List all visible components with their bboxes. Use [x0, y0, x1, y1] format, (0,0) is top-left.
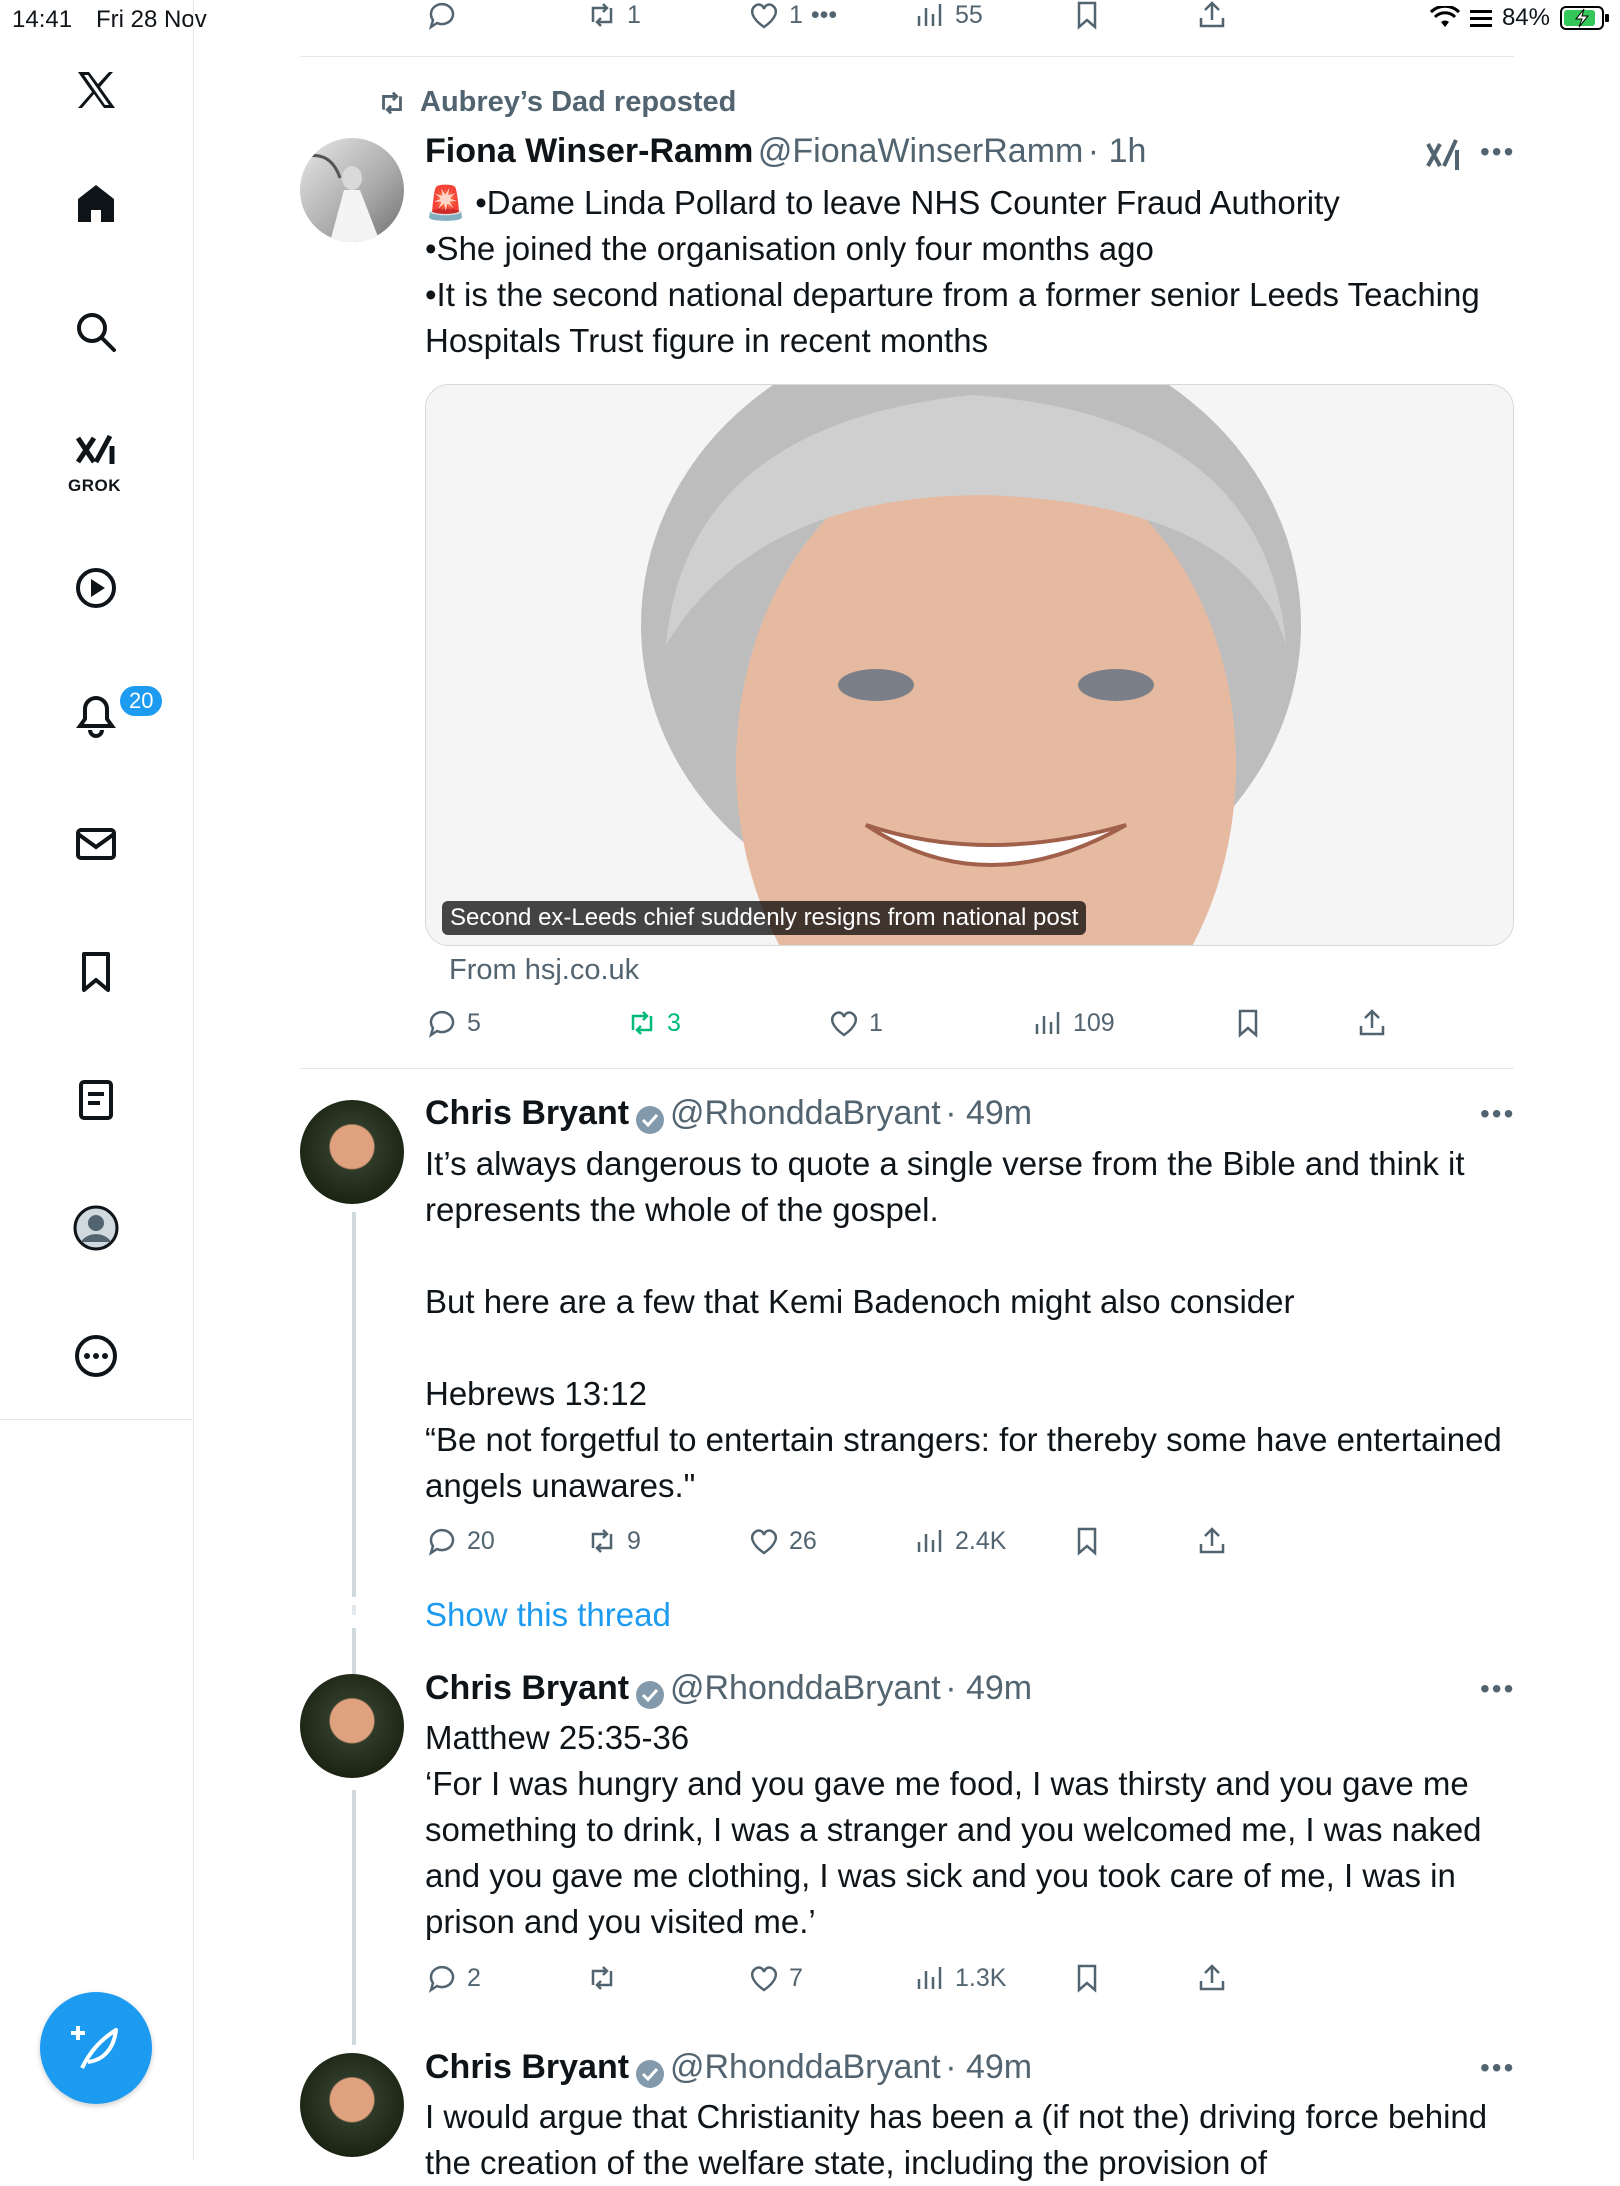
- battery-percent: 84%: [1501, 4, 1550, 31]
- avatar[interactable]: [300, 1674, 404, 1778]
- tweet-time[interactable]: · 49m: [945, 2048, 1033, 2086]
- bookmark-icon: [1231, 1006, 1265, 1040]
- bookmark-icon: [1070, 1961, 1104, 1995]
- tweet-actions: [425, 1961, 1245, 2001]
- verified-badge-icon: [634, 1679, 666, 1711]
- battery-charging-icon: [1560, 5, 1610, 31]
- repost-icon: [585, 1524, 619, 1558]
- bookmark-button[interactable]: [1231, 1006, 1265, 1040]
- bookmark-button[interactable]: [1070, 1524, 1104, 1558]
- author-handle[interactable]: @RhonddaBryant: [669, 1094, 941, 1132]
- more-options-icon[interactable]: •••: [1480, 1673, 1516, 1704]
- thread-line: [352, 1628, 356, 1678]
- repost-icon: [585, 1961, 619, 1995]
- feed-divider: [300, 1068, 1514, 1069]
- tweet-header: [425, 1094, 1032, 1136]
- avatar[interactable]: [300, 138, 404, 242]
- reply-icon: [425, 1524, 459, 1558]
- thread-line-gap: [352, 1605, 356, 1615]
- reply-button[interactable]: 2: [425, 1961, 481, 1995]
- lists-icon[interactable]: [60, 1064, 132, 1136]
- verified-badge-icon: [634, 2058, 666, 2090]
- tweet-actions: [425, 1006, 1245, 1046]
- views-chart-icon: [1031, 1006, 1065, 1040]
- bookmark-icon: [1070, 1524, 1104, 1558]
- heart-icon: [747, 0, 781, 32]
- author-handle[interactable]: @RhonddaBryant: [669, 2048, 941, 2086]
- reply-button[interactable]: 5: [425, 1006, 481, 1040]
- article-photo: [426, 385, 1513, 945]
- reply-button[interactable]: 20: [425, 1524, 495, 1558]
- tweet-time[interactable]: · 49m: [945, 1094, 1033, 1132]
- share-icon: [1195, 1961, 1229, 1995]
- more-options-icon[interactable]: •••: [1480, 136, 1516, 167]
- tweet-header: [425, 132, 1146, 171]
- avatar[interactable]: [300, 2053, 404, 2157]
- author-name[interactable]: Fiona Winser-Ramm: [425, 132, 754, 170]
- share-button[interactable]: [1355, 1006, 1389, 1040]
- compose-button[interactable]: [40, 1992, 152, 2104]
- tweet-time[interactable]: · 1h: [1087, 132, 1147, 170]
- reply-icon: [425, 0, 459, 32]
- author-handle[interactable]: @RhonddaBryant: [669, 1669, 941, 1707]
- reply-icon: [425, 1961, 459, 1995]
- author-name[interactable]: Chris Bryant: [425, 1669, 630, 1707]
- notifications-badge: 20: [118, 684, 164, 718]
- verified-badge-icon: [634, 1104, 666, 1136]
- thread-line: [352, 1790, 356, 2045]
- bookmarks-icon[interactable]: [60, 936, 132, 1008]
- repost-button[interactable]: 1: [585, 0, 641, 32]
- heart-icon: [827, 1006, 861, 1040]
- status-right: [1430, 4, 1610, 32]
- views-button[interactable]: 1.3K: [913, 1961, 1006, 1995]
- tweet-text: 🚨 •Dame Linda Pollard to leave NHS Counter Fraud Authority •She joined the organisation only four months ago •It is the second national departure from a former senior Leeds Teaching Hospitals Trust figure in recent months: [425, 184, 1480, 359]
- views-button[interactable]: 55: [913, 0, 983, 32]
- bookmark-icon: [1070, 0, 1104, 32]
- share-icon: [1195, 0, 1229, 32]
- repost-icon: [585, 0, 619, 32]
- grok-label: GROK: [68, 476, 121, 495]
- share-button[interactable]: [1195, 1524, 1229, 1558]
- compose-feather-icon: [70, 2022, 122, 2074]
- repost-icon: [625, 1006, 659, 1040]
- reply-icon: [425, 1006, 459, 1040]
- card-source[interactable]: From hsj.co.uk: [449, 954, 640, 986]
- views-button[interactable]: 2.4K: [913, 1524, 1006, 1558]
- more-options-icon[interactable]: •••: [1480, 1098, 1516, 1129]
- sidebar: [0, 0, 194, 2160]
- repost-indicator[interactable]: [376, 86, 736, 119]
- wifi-icon: [1430, 6, 1460, 30]
- tweet-text: Matthew 25:35-36 ‘For I was hungry and you gave me food, I was thirsty and you gave me something to drink, I was a stranger and you welcomed me, I was naked and you gave me clothing, I was sick and you took care of me, I was in prison and you visited me.’: [425, 1719, 1482, 1940]
- views-chart-icon: [913, 1524, 947, 1558]
- reply-button[interactable]: [425, 0, 467, 32]
- repost-button[interactable]: 9: [585, 1524, 641, 1558]
- thread-line: [352, 1212, 356, 1597]
- heart-icon: [747, 1961, 781, 1995]
- top-tweet-actions: [425, 0, 1245, 38]
- avatar[interactable]: [300, 1100, 404, 1204]
- tweet-time[interactable]: · 49m: [945, 1669, 1033, 1707]
- views-chart-icon: [913, 0, 947, 32]
- repost-icon: [376, 87, 408, 119]
- messages-icon[interactable]: [60, 808, 132, 880]
- author-handle[interactable]: @FionaWinserRamm: [757, 132, 1084, 170]
- tweet-text: I would argue that Christianity has been a (if not the) driving force behind the creation of the welfare state, including the provision of: [425, 2098, 1488, 2181]
- status-time: 14:41: [12, 6, 73, 33]
- repost-button[interactable]: [585, 1961, 627, 1995]
- views-button[interactable]: 109: [1031, 1006, 1115, 1040]
- show-thread-link[interactable]: Show this thread: [425, 1596, 671, 1633]
- like-button[interactable]: 26: [747, 1524, 817, 1558]
- sidebar-separator: [0, 1419, 193, 1420]
- status-date: Fri 28 Nov: [96, 6, 207, 33]
- grok-icon[interactable]: [1426, 136, 1460, 172]
- video-icon[interactable]: [60, 552, 132, 624]
- author-name[interactable]: Chris Bryant: [425, 1094, 630, 1132]
- like-button[interactable]: 1 •••: [747, 0, 837, 32]
- bookmark-button[interactable]: [1070, 1961, 1104, 1995]
- card-caption: Second ex-Leeds chief suddenly resigns from national post: [442, 901, 1086, 935]
- home-icon[interactable]: [60, 168, 132, 240]
- share-button[interactable]: [1195, 1961, 1229, 1995]
- share-button[interactable]: [1195, 0, 1229, 32]
- views-chart-icon: [913, 1961, 947, 1995]
- tweet-actions: [425, 1524, 1245, 1564]
- link-card[interactable]: [425, 384, 1514, 946]
- repost-button[interactable]: 3: [625, 1006, 681, 1040]
- x-logo-icon[interactable]: [60, 54, 132, 126]
- tweet-header: [425, 1669, 1032, 1711]
- like-button[interactable]: 1: [827, 1006, 883, 1040]
- reposted-by: Aubrey’s Dad reposted: [420, 86, 737, 118]
- profile-avatar-icon[interactable]: [60, 1192, 132, 1264]
- list-icon: [1470, 8, 1492, 28]
- author-name[interactable]: Chris Bryant: [425, 2048, 630, 2086]
- share-icon: [1355, 1006, 1389, 1040]
- feed-divider: [300, 56, 1514, 57]
- tweet-header: [425, 2048, 1032, 2090]
- heart-icon: [747, 1524, 781, 1558]
- more-options-icon[interactable]: •••: [1480, 2052, 1516, 2083]
- like-button[interactable]: 7: [747, 1961, 803, 1995]
- bookmark-button[interactable]: [1070, 0, 1104, 32]
- tweet-text: It’s always dangerous to quote a single verse from the Bible and think it represents the whole of the gospel. But here are a few that Kemi Badenoch might also consider Hebrews 13:12 “Be not forgetful to entertain strangers: for thereby some have entertained angels unawares.": [425, 1145, 1502, 1504]
- search-icon[interactable]: [60, 296, 132, 368]
- share-icon: [1195, 1524, 1229, 1558]
- more-icon[interactable]: [60, 1320, 132, 1392]
